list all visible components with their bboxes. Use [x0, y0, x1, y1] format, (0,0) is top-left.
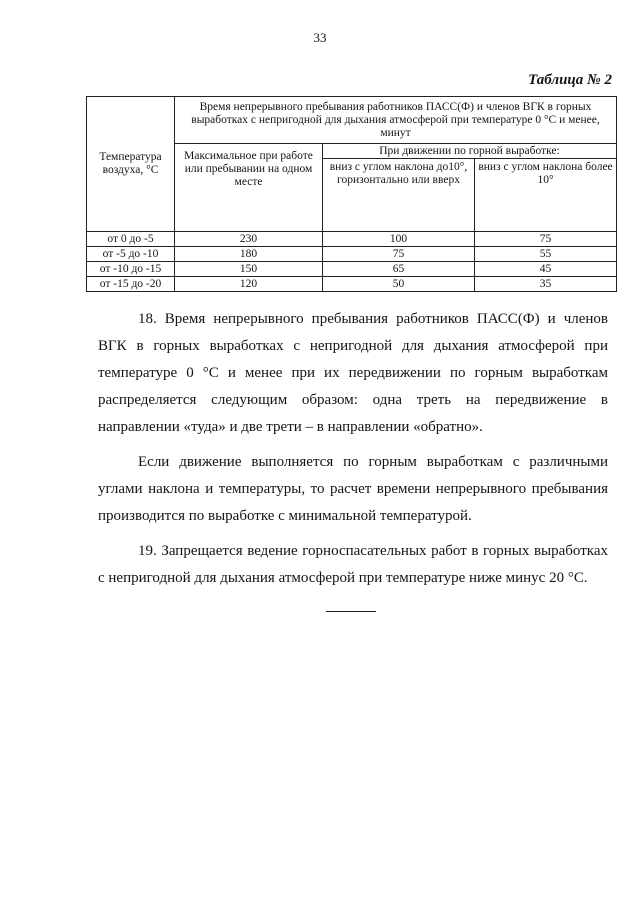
row-temperature: от -10 до -15: [87, 262, 175, 277]
row-max: 150: [175, 262, 323, 277]
row-down-large: 45: [475, 262, 617, 277]
row-temperature: от 0 до -5: [87, 232, 175, 247]
table-row: [87, 247, 617, 262]
row-down-large: 75: [475, 232, 617, 247]
header-moving: При движении по горной выработке:: [323, 144, 617, 159]
header-main: Время непрерывного пребывания работников ПАСС(Ф) и членов ВГК в горных выработках с непригодной для дыхания атмосферой при температуре 0 °С и менее, минут: [175, 97, 617, 144]
paragraph-18: 18. Время непрерывного пребывания работников ПАСС(Ф) и членов ВГК в горных выработках с непригодной для дыхания атмосферой при температуре 0 °С и менее при их передвижении по горным выработкам распределяется следующим образом: одна треть на передвижение в направлении «туда» и две трети – в направлении «обратно».: [98, 311, 608, 435]
row-down-small: 75: [323, 247, 475, 262]
row-down-small: 50: [323, 277, 475, 292]
row-down-large: 35: [475, 277, 617, 292]
table-row: [87, 262, 617, 277]
header-down-small-angle: вниз с углом наклона до10°, горизонтально или вверх: [323, 159, 475, 232]
table-caption: Таблица № 2: [528, 72, 612, 88]
header-down-large-angle: вниз с углом наклона более 10°: [475, 159, 617, 232]
table-row: [87, 232, 617, 247]
page-number: 33: [313, 30, 327, 45]
row-down-small: 100: [323, 232, 475, 247]
row-down-small: 65: [323, 262, 475, 277]
row-down-large: 55: [475, 247, 617, 262]
temperature-time-table: [86, 96, 617, 292]
table-row: [87, 277, 617, 292]
row-max: 180: [175, 247, 323, 262]
header-max-stationary: Максимальное при работе или пребывании на одном месте: [175, 144, 323, 232]
row-temperature: от -15 до -20: [87, 277, 175, 292]
row-temperature: от -5 до -10: [87, 247, 175, 262]
paragraph-19: 19. Запрещается ведение горноспасательных работ в горных выработках с непригодной для дыхания атмосферой при температуре ниже минус 20 °С.: [98, 543, 608, 586]
paragraph-18-continuation: Если движение выполняется по горным выработкам с различными углами наклона и температуры, то расчет времени непрерывного пребывания производится по выработке с минимальной температурой.: [98, 454, 608, 524]
end-divider: [326, 611, 376, 612]
row-max: 120: [175, 277, 323, 292]
body-text: [98, 306, 608, 592]
header-temperature: Температура воздуха, °С: [87, 97, 175, 232]
row-max: 230: [175, 232, 323, 247]
